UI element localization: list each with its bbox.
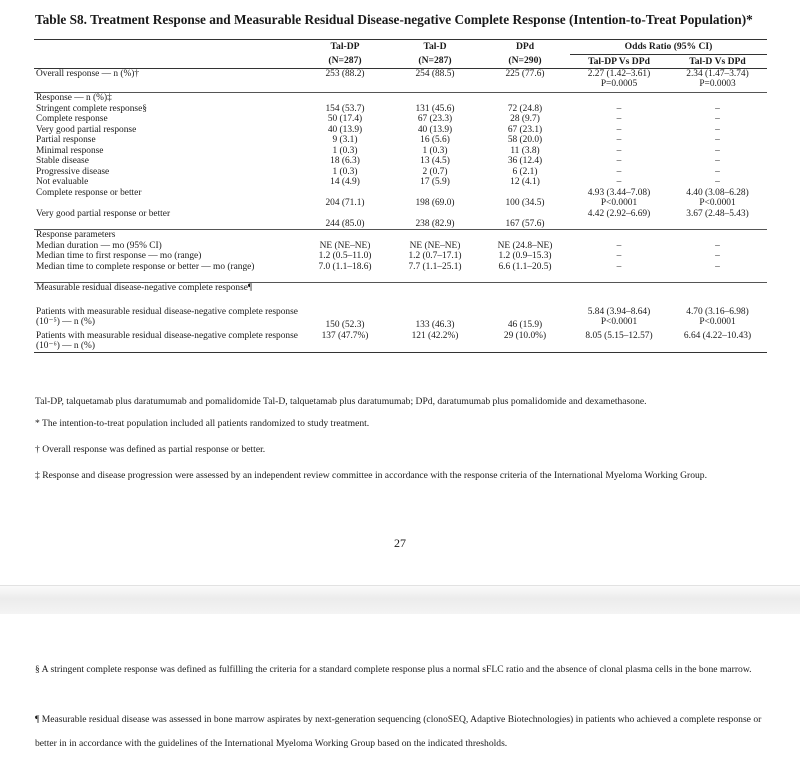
or-tal-dp-vs-dpd xyxy=(570,241,668,252)
value-tal-dp: 14 (4.9) xyxy=(330,177,360,187)
value-dpd: 29 (10.0%) xyxy=(480,331,570,353)
row-label: Measurable residual disease-negative complete response¶ xyxy=(34,283,300,307)
header-or-tal-d-vs-dpd: Tal-D Vs DPd xyxy=(668,54,767,69)
value-tal-dp: 1 (0.3) xyxy=(332,145,358,156)
or-tal-dp-vs-dpd xyxy=(570,251,668,262)
row-label: Patients with measurable residual disease-negative complete response (10⁻⁶) — n (%) xyxy=(34,331,300,353)
or-tal-dp-vs-dpd xyxy=(570,125,668,136)
value-tal-d: 7.7 (1.1–25.1) xyxy=(408,261,462,272)
odds-ratio-value: – xyxy=(715,156,720,166)
odds-ratio-value: 3.67 (2.48–5.43) xyxy=(686,208,749,219)
or-tal-dp-vs-dpd xyxy=(570,114,668,125)
p-value: P<0.0001 xyxy=(600,197,638,208)
footnote-stringent-cr: § A stringent complete response was defined as fulfilling the criteria for a standard complete response plus a normal sFLC ratio and the absence of clonal plasma cells in the bone marrow. xyxy=(35,664,752,675)
value-tal-d: 2 (0.7) xyxy=(422,166,448,177)
or-tal-d-vs-dpd xyxy=(668,135,767,146)
p-value: P=0.0003 xyxy=(699,79,736,89)
value-tal-d: 13 (4.5) xyxy=(420,156,450,166)
header-odds-ratio: Odds Ratio (95% CI) xyxy=(570,40,767,55)
or-tal-dp-vs-dpd xyxy=(570,135,668,146)
row-label: Response parameters xyxy=(34,230,300,241)
value-tal-dp: NE (NE–NE) xyxy=(319,240,371,251)
value-dpd: 28 (9.7) xyxy=(510,114,540,124)
value-tal-dp: 9 (3.1) xyxy=(332,135,358,145)
footnote-response-assessment: ‡ Response and disease progression were assessed by an independent review committee in accordance with the response criteria of the International Myeloma Working Group. xyxy=(35,470,707,481)
page-number: 27 xyxy=(394,536,406,550)
table-row xyxy=(34,125,767,136)
value-tal-dp: 7.0 (1.1–18.6) xyxy=(318,261,372,272)
odds-ratio-value: 5.84 (3.94–8.64) xyxy=(587,306,651,317)
row-label: Stable disease xyxy=(36,156,89,166)
value-tal-dp: 1 (0.3) xyxy=(332,166,358,177)
value-tal-dp: 18 (6.3) xyxy=(330,156,360,166)
odds-ratio-value: – xyxy=(715,103,720,114)
odds-ratio-value: – xyxy=(616,145,622,156)
row-label: Complete response xyxy=(36,114,108,124)
or-tal-d-vs-dpd xyxy=(668,251,767,262)
odds-ratio-value: – xyxy=(616,114,622,124)
or-tal-d-vs-dpd xyxy=(668,69,767,93)
section-row xyxy=(34,283,767,307)
odds-ratio-value: – xyxy=(715,240,720,251)
or-tal-d-vs-dpd xyxy=(668,262,767,283)
or-tal-dp-vs-dpd xyxy=(570,167,668,178)
value-tal-dp: 154 (53.7) xyxy=(325,103,365,114)
odds-ratio-value: 6.64 (4.22–10.43) xyxy=(683,330,752,341)
value-tal-d: NE (NE–NE) xyxy=(409,240,461,251)
row-label: Median time to complete response or better — mo (range) xyxy=(36,261,255,272)
or-tal-dp-vs-dpd xyxy=(570,104,668,115)
row-label: Response — n (%)‡ xyxy=(34,93,300,104)
odds-ratio-value: 4.70 (3.16–6.98) xyxy=(686,306,749,317)
table-row xyxy=(34,146,767,157)
value-dpd: 225 (77.6) xyxy=(505,69,545,79)
value-tal-d: 254 (88.5) xyxy=(415,69,455,79)
row-label: Progressive disease xyxy=(36,166,110,177)
table-row xyxy=(34,307,767,331)
page-break xyxy=(0,585,800,615)
value-dpd: 72 (24.8) xyxy=(507,103,543,114)
odds-ratio-value: – xyxy=(715,251,720,261)
value-tal-d: 121 (42.2%) xyxy=(390,331,480,353)
value-tal-dp: 204 (71.1) xyxy=(325,198,365,208)
value-tal-d: 238 (82.9) xyxy=(415,218,455,229)
or-tal-d-vs-dpd xyxy=(668,104,767,115)
odds-ratio-value: 2.34 (1.47–3.74) xyxy=(686,69,749,79)
p-value: P<0.0001 xyxy=(600,316,638,327)
odds-ratio-value: – xyxy=(715,114,720,124)
odds-ratio-value: – xyxy=(715,261,720,272)
value-dpd: NE (24.8–NE) xyxy=(497,240,553,251)
header-or-tal-dp-vs-dpd: Tal-DP Vs DPd xyxy=(570,54,668,69)
table-row xyxy=(34,104,767,115)
value-tal-d: 16 (5.6) xyxy=(420,135,450,145)
row-label: Complete response or better xyxy=(36,187,142,198)
odds-ratio-value: 4.40 (3.08–6.28) xyxy=(686,187,749,198)
header-tal-dp-n: (N=287) xyxy=(300,54,390,69)
value-tal-d: 40 (13.9) xyxy=(417,124,453,135)
or-tal-d-vs-dpd xyxy=(668,209,767,230)
header-dpd: DPd xyxy=(480,40,570,55)
row-label: Partial response xyxy=(36,135,96,145)
or-tal-d-vs-dpd xyxy=(668,307,767,331)
odds-ratio-value: – xyxy=(616,103,622,114)
p-value: P<0.0001 xyxy=(699,197,736,208)
odds-ratio-value: – xyxy=(616,156,622,166)
value-tal-dp: 50 (17.4) xyxy=(327,114,363,124)
value-tal-d: 1 (0.3) xyxy=(422,145,448,156)
p-value: P<0.0001 xyxy=(699,316,736,327)
footnote-overall-response: † Overall response was defined as partial response or better. xyxy=(35,444,266,455)
odds-ratio-value: – xyxy=(715,124,720,135)
value-tal-d: 67 (23.3) xyxy=(417,114,453,124)
odds-ratio-value: – xyxy=(715,145,720,156)
abbreviations-note: Tal-DP, talquetamab plus daratumumab and pomalidomide Tal-D, talquetamab plus daratumumab; DPd, daratumumab plus pomalidomide and dexamethasone. xyxy=(35,396,647,407)
header-tal-d: Tal-D xyxy=(390,40,480,55)
section-row xyxy=(34,230,767,241)
value-tal-d: 198 (69.0) xyxy=(415,198,455,208)
footnote-mrd: ¶ Measurable residual disease was assessed in bone marrow aspirates by next-generation sequencing (clonoSEQ, Adaptive Biotechnologies) in patients who achieved a complete response or better in in accordance with the guidelines of the International Myeloma Working Group based on the indicated thresholds. xyxy=(35,714,762,749)
table-row xyxy=(34,188,767,209)
or-tal-d-vs-dpd xyxy=(668,114,767,125)
or-tal-d-vs-dpd xyxy=(668,125,767,136)
odds-ratio-value: – xyxy=(715,135,720,145)
value-tal-dp: 150 (52.3) xyxy=(325,320,365,330)
table-row xyxy=(34,167,767,178)
or-tal-dp-vs-dpd xyxy=(570,209,668,230)
table-row xyxy=(34,251,767,262)
response-table xyxy=(34,39,767,353)
value-dpd: 6 (2.1) xyxy=(512,166,538,177)
document-page-2 xyxy=(0,614,800,778)
odds-ratio-value: – xyxy=(715,166,720,177)
table-row xyxy=(34,331,767,353)
value-dpd: 6.6 (1.1–20.5) xyxy=(498,261,552,272)
row-label: Median duration — mo (95% CI) xyxy=(36,240,162,251)
value-dpd: 46 (15.9) xyxy=(507,320,543,330)
odds-ratio-value: – xyxy=(715,177,720,187)
or-tal-d-vs-dpd xyxy=(668,177,767,188)
odds-ratio-value: 4.42 (2.92–6.69) xyxy=(587,208,651,219)
row-label: Patients with measurable residual disease-negative complete response (10⁻⁵) — n (%) xyxy=(36,306,298,327)
value-tal-d: 17 (5.9) xyxy=(420,177,450,187)
value-tal-dp: 1.2 (0.5–11.0) xyxy=(318,251,372,261)
value-dpd: 100 (34.5) xyxy=(505,198,545,208)
or-tal-dp-vs-dpd xyxy=(570,69,668,93)
value-dpd: 167 (57.6) xyxy=(505,218,545,229)
odds-ratio-value: – xyxy=(616,135,622,145)
table-row xyxy=(34,156,767,167)
value-tal-dp: 244 (85.0) xyxy=(325,218,365,229)
section-row xyxy=(34,93,767,104)
row-label: Very good partial response xyxy=(36,124,137,135)
or-tal-dp-vs-dpd xyxy=(570,307,668,331)
row-label: Very good partial response or better xyxy=(36,208,171,219)
or-tal-d-vs-dpd xyxy=(668,146,767,157)
value-dpd: 36 (12.4) xyxy=(507,156,543,166)
header-blank xyxy=(34,40,300,55)
or-tal-dp-vs-dpd xyxy=(570,331,668,353)
row-label: Not evaluable xyxy=(36,177,89,187)
odds-ratio-value: – xyxy=(616,124,622,135)
table-row xyxy=(34,69,767,93)
or-tal-dp-vs-dpd xyxy=(570,177,668,188)
table-row xyxy=(34,114,767,125)
odds-ratio-value: – xyxy=(616,261,622,272)
row-label: Minimal response xyxy=(36,145,104,156)
or-tal-dp-vs-dpd xyxy=(570,188,668,209)
header-tal-dp: Tal-DP xyxy=(300,40,390,55)
odds-ratio-value: – xyxy=(616,177,622,187)
table-row xyxy=(34,241,767,252)
or-tal-d-vs-dpd xyxy=(668,167,767,178)
row-label: Stringent complete response§ xyxy=(36,103,147,114)
value-tal-dp: 40 (13.9) xyxy=(327,124,363,135)
value-tal-d: 1.2 (0.7–17.1) xyxy=(408,251,462,261)
p-value: P=0.0005 xyxy=(600,79,638,89)
header-dpd-n: (N=290) xyxy=(480,54,570,69)
header-tal-d-n: (N=287) xyxy=(390,54,480,69)
table-body xyxy=(34,69,767,353)
table-row xyxy=(34,135,767,146)
value-tal-d: 131 (45.6) xyxy=(415,103,455,114)
row-label: Median time to first response — mo (range) xyxy=(36,251,202,261)
table-title: Table S8. Treatment Response and Measurable Residual Disease-negative Complete Response (Intention-to-Treat Population)* xyxy=(35,12,753,27)
table-row xyxy=(34,209,767,230)
odds-ratio-value: 2.27 (1.42–3.61) xyxy=(587,69,651,79)
or-tal-dp-vs-dpd xyxy=(570,262,668,283)
row-label: Overall response — n (%)† xyxy=(36,69,140,79)
table-row xyxy=(34,262,767,283)
or-tal-d-vs-dpd xyxy=(668,331,767,353)
value-dpd: 11 (3.8) xyxy=(510,145,540,156)
value-dpd: 67 (23.1) xyxy=(507,124,543,135)
table-row xyxy=(34,177,767,188)
or-tal-d-vs-dpd xyxy=(668,188,767,209)
footnote-itt: * The intention-to-treat population included all patients randomized to study treatment. xyxy=(35,418,370,429)
odds-ratio-value: 8.05 (5.15–12.57) xyxy=(585,330,653,341)
value-dpd: 12 (4.1) xyxy=(510,177,540,187)
or-tal-d-vs-dpd xyxy=(668,241,767,252)
value-dpd: 58 (20.0) xyxy=(507,135,543,145)
value-tal-dp: 253 (88.2) xyxy=(325,69,365,79)
odds-ratio-value: – xyxy=(616,166,622,177)
or-tal-dp-vs-dpd xyxy=(570,146,668,157)
value-tal-dp: 137 (47.7%) xyxy=(300,331,390,353)
value-dpd: 1.2 (0.9–15.3) xyxy=(498,251,552,261)
odds-ratio-value: – xyxy=(616,240,622,251)
or-tal-dp-vs-dpd xyxy=(570,156,668,167)
value-tal-d: 133 (46.3) xyxy=(415,320,455,330)
odds-ratio-value: – xyxy=(616,251,622,261)
or-tal-d-vs-dpd xyxy=(668,156,767,167)
odds-ratio-value: 4.93 (3.44–7.08) xyxy=(587,187,651,198)
